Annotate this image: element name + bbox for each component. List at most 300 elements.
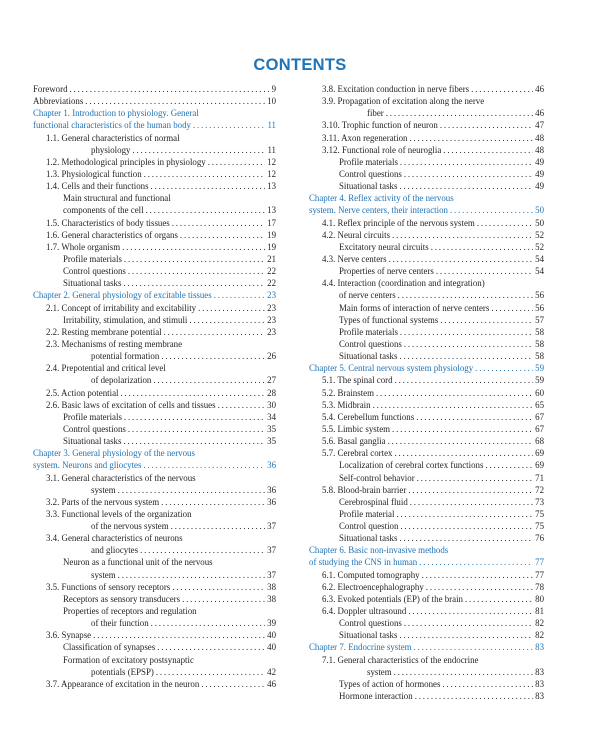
toc-entry[interactable] bbox=[309, 144, 544, 156]
toc-entry-title: Types of action of hormones bbox=[339, 678, 441, 689]
toc-entry[interactable] bbox=[33, 617, 276, 629]
toc-entry[interactable] bbox=[309, 326, 544, 338]
toc-dot-leader bbox=[123, 435, 265, 447]
toc-entry-title: Formation of excitatory postsynaptic bbox=[63, 654, 194, 665]
toc-dot-leader bbox=[146, 204, 266, 216]
toc-entry[interactable] bbox=[309, 83, 544, 95]
toc-page-number: 40 bbox=[267, 630, 276, 641]
toc-page-number: 13 bbox=[267, 205, 276, 216]
toc-page-number: 49 bbox=[535, 156, 544, 167]
toc-dot-leader bbox=[404, 338, 533, 350]
toc-page-number: 12 bbox=[267, 168, 276, 179]
toc-entry-title: Chapter 5. Central nervous system physiology bbox=[309, 363, 474, 374]
toc-chapter-line[interactable] bbox=[33, 459, 276, 471]
toc-entry-title: 6.3. Evoked potentials (EP) of the brain bbox=[322, 593, 463, 604]
toc-dot-leader bbox=[436, 265, 533, 277]
toc-chapter-line[interactable] bbox=[33, 119, 276, 131]
toc-entry-title: Self-control behavior bbox=[339, 472, 415, 483]
toc-page-number: 37 bbox=[267, 521, 276, 532]
toc-entry-title: 6.1. Computed tomography bbox=[322, 569, 420, 580]
toc-dot-leader bbox=[389, 253, 534, 265]
toc-dot-leader bbox=[132, 144, 265, 156]
toc-dot-leader bbox=[120, 387, 265, 399]
toc-entry-title: 3.6. Synapse bbox=[46, 630, 92, 641]
toc-entry-title: 1.2. Methodological principles in physiology bbox=[46, 156, 206, 167]
toc-entry[interactable] bbox=[309, 180, 544, 192]
toc-entry-title: Control questions bbox=[339, 618, 402, 629]
toc-entry-title: 7.1. General characteristics of the endocrine bbox=[322, 654, 479, 665]
toc-dot-leader bbox=[118, 569, 265, 581]
toc-entry-title: 5.7. Cerebral cortex bbox=[322, 448, 393, 459]
toc-entry-title: 3.1. General characteristics of the nervous bbox=[46, 472, 196, 483]
toc-entry[interactable] bbox=[33, 484, 276, 496]
toc-entry-title: Control questions bbox=[339, 338, 402, 349]
toc-dot-leader bbox=[399, 350, 533, 362]
toc-entry-title: Receptors as sensory transducers bbox=[63, 593, 181, 604]
toc-entry[interactable] bbox=[309, 532, 544, 544]
toc-dot-leader bbox=[485, 459, 533, 471]
toc-page-number: 34 bbox=[267, 411, 276, 422]
toc-entry-title: 3.12. Functional role of neuroglia bbox=[322, 144, 442, 155]
toc-left-column bbox=[33, 83, 276, 690]
toc-entry[interactable] bbox=[309, 569, 544, 581]
toc-entry-title: Foreword bbox=[33, 84, 68, 94]
toc-entry[interactable] bbox=[309, 156, 544, 168]
toc-dot-leader bbox=[193, 119, 265, 131]
toc-chapter-line[interactable] bbox=[33, 107, 276, 119]
toc-dot-leader bbox=[143, 459, 265, 471]
toc-dot-leader bbox=[417, 472, 533, 484]
toc-page-number: 59 bbox=[535, 375, 544, 386]
toc-page-number: 50 bbox=[535, 217, 544, 228]
toc-entry[interactable] bbox=[33, 654, 276, 666]
toc-entry-title: 4.1. Reflex principle of the nervous system bbox=[322, 217, 475, 228]
toc-entry-title: 4.3. Nerve centers bbox=[322, 253, 387, 264]
toc-chapter-line[interactable] bbox=[309, 204, 544, 216]
toc-entry[interactable] bbox=[309, 253, 544, 265]
toc-dot-leader bbox=[399, 532, 533, 544]
toc-entry[interactable] bbox=[309, 678, 544, 690]
toc-entry[interactable] bbox=[309, 593, 544, 605]
toc-entry-title: system bbox=[367, 666, 392, 677]
toc-entry-title: Chapter 7. Endocrine system bbox=[309, 642, 412, 653]
toc-entry[interactable] bbox=[309, 472, 544, 484]
toc-entry[interactable] bbox=[33, 362, 276, 374]
toc-page-number: 56 bbox=[535, 290, 544, 301]
toc-page-number: 57 bbox=[535, 314, 544, 325]
toc-dot-leader bbox=[419, 556, 533, 568]
toc-entry-title: Chapter 3. General physiology of the nervous bbox=[33, 448, 195, 459]
page-title: CONTENTS bbox=[253, 56, 347, 74]
toc-entry[interactable] bbox=[33, 350, 276, 362]
toc-entry-title: fiber bbox=[367, 108, 384, 119]
toc-entry[interactable] bbox=[33, 629, 276, 641]
toc-page-number: 78 bbox=[535, 581, 544, 592]
toc-entry-title: 3.7. Appearance of excitation in the neuron bbox=[46, 678, 200, 689]
toc-entry[interactable] bbox=[33, 253, 276, 265]
toc-dot-leader bbox=[161, 350, 265, 362]
toc-entry[interactable] bbox=[33, 302, 276, 314]
toc-entry[interactable] bbox=[33, 314, 276, 326]
toc-entry[interactable] bbox=[33, 217, 276, 229]
toc-entry[interactable] bbox=[309, 690, 544, 702]
toc-entry[interactable] bbox=[309, 605, 544, 617]
toc-dot-leader bbox=[180, 229, 265, 241]
toc-entry-title: Classification of synapses bbox=[63, 642, 156, 653]
toc-page-number: 26 bbox=[267, 351, 276, 362]
toc-entry[interactable] bbox=[33, 156, 276, 168]
toc-page-number: 52 bbox=[535, 241, 544, 252]
toc-entry[interactable] bbox=[33, 666, 276, 678]
toc-page-number: 36 bbox=[267, 484, 276, 495]
toc-dot-leader bbox=[189, 314, 265, 326]
toc-dot-leader bbox=[198, 302, 265, 314]
toc-entry[interactable] bbox=[309, 666, 544, 678]
toc-entry-title: potential formation bbox=[91, 351, 160, 362]
toc-entry-title: 1.1. General characteristics of normal bbox=[46, 132, 180, 143]
toc-chapter-line[interactable] bbox=[33, 447, 276, 459]
toc-entry[interactable] bbox=[309, 132, 544, 144]
toc-chapter-line[interactable] bbox=[309, 192, 544, 204]
toc-dot-leader bbox=[124, 253, 265, 265]
toc-entry-title: of nerve centers bbox=[339, 290, 396, 301]
toc-entry[interactable] bbox=[33, 532, 276, 544]
toc-entry-title: Excitatory neural circuits bbox=[339, 241, 429, 252]
toc-page-number: 56 bbox=[535, 302, 544, 313]
toc-entry-title: Control questions bbox=[339, 168, 402, 179]
toc-entry-title: of depolarization bbox=[91, 375, 152, 386]
toc-dot-leader bbox=[161, 496, 265, 508]
toc-dot-leader bbox=[151, 180, 266, 192]
toc-entry[interactable] bbox=[309, 435, 544, 447]
toc-page-number: 38 bbox=[267, 581, 276, 592]
toc-dot-leader bbox=[123, 277, 265, 289]
toc-entry[interactable] bbox=[33, 374, 276, 386]
toc-entry[interactable] bbox=[33, 435, 276, 447]
toc-page-number: 37 bbox=[267, 545, 276, 556]
toc-dot-leader bbox=[218, 399, 266, 411]
toc-dot-leader bbox=[491, 302, 533, 314]
toc-entry-title: Situational tasks bbox=[339, 533, 398, 544]
toc-dot-leader bbox=[409, 132, 533, 144]
toc-entry-title: Chapter 1. Introduction to physiology. General bbox=[33, 108, 199, 119]
toc-entry[interactable] bbox=[309, 496, 544, 508]
toc-dot-leader bbox=[422, 569, 534, 581]
toc-page-number: 35 bbox=[267, 436, 276, 447]
toc-entry[interactable] bbox=[33, 192, 276, 204]
toc-page-number: 23 bbox=[267, 326, 276, 337]
toc-page-number: 77 bbox=[535, 557, 544, 568]
toc-entry-title: of the nervous system bbox=[91, 521, 169, 532]
toc-entry-title: Hormone interaction bbox=[339, 691, 413, 702]
toc-entry[interactable] bbox=[33, 168, 276, 180]
toc-entry[interactable] bbox=[33, 241, 276, 253]
toc-entry[interactable] bbox=[33, 95, 276, 107]
toc-entry[interactable] bbox=[33, 520, 276, 532]
toc-entry-title: 3.2. Parts of the nervous system bbox=[46, 496, 160, 507]
toc-page-number: 48 bbox=[535, 132, 544, 143]
toc-page-number: 72 bbox=[535, 484, 544, 495]
toc-entry[interactable] bbox=[33, 544, 276, 556]
toc-dot-leader bbox=[399, 629, 533, 641]
toc-entry[interactable] bbox=[33, 132, 276, 144]
toc-entry-title: Situational tasks bbox=[63, 436, 122, 447]
toc-page-number: 42 bbox=[267, 666, 276, 677]
toc-entry-title: Profile materials bbox=[63, 253, 122, 264]
toc-entry[interactable] bbox=[33, 605, 276, 617]
toc-entry[interactable] bbox=[33, 569, 276, 581]
toc-dot-leader bbox=[214, 289, 265, 301]
toc-entry[interactable] bbox=[33, 423, 276, 435]
toc-entry-title: components of the cell bbox=[63, 205, 144, 216]
toc-entry-title: 1.3. Physiological function bbox=[46, 168, 142, 179]
toc-page-number: 68 bbox=[535, 436, 544, 447]
toc-dot-leader bbox=[376, 387, 533, 399]
toc-entry[interactable] bbox=[309, 520, 544, 532]
toc-dot-leader bbox=[408, 484, 533, 496]
toc-entry[interactable] bbox=[33, 508, 276, 520]
toc-page-number: 71 bbox=[535, 472, 544, 483]
toc-dot-leader bbox=[426, 581, 533, 593]
toc-entry[interactable] bbox=[33, 326, 276, 338]
toc-entry-title: Chapter 4. Reflex activity of the nervous bbox=[309, 193, 454, 204]
toc-dot-leader bbox=[122, 241, 265, 253]
toc-dot-leader bbox=[450, 204, 533, 216]
toc-page-number: 83 bbox=[535, 678, 544, 689]
toc-entry-title: 5.8. Blood-brain barrier bbox=[322, 484, 407, 495]
toc-entry[interactable] bbox=[309, 447, 544, 459]
toc-page-number: 80 bbox=[535, 593, 544, 604]
toc-chapter-line[interactable] bbox=[33, 289, 276, 301]
toc-entry[interactable] bbox=[309, 95, 544, 107]
toc-entry-title: of studying the CNS in human bbox=[309, 557, 418, 568]
toc-entry[interactable] bbox=[33, 338, 276, 350]
toc-page-number: 49 bbox=[535, 181, 544, 192]
toc-dot-leader bbox=[442, 678, 533, 690]
toc-page-number: 28 bbox=[267, 387, 276, 398]
toc-entry-title: 1.6. General characteristics of organs bbox=[46, 229, 178, 240]
toc-page-number: 22 bbox=[267, 278, 276, 289]
toc-page-number: 81 bbox=[535, 606, 544, 617]
toc-entry-title: 2.6. Basic laws of excitation of cells and tissues bbox=[46, 399, 216, 410]
toc-entry-title: 2.1. Concept of irritability and excitability bbox=[46, 302, 197, 313]
toc-entry-title: Situational tasks bbox=[63, 278, 122, 289]
toc-dot-leader bbox=[394, 666, 533, 678]
toc-entry-title: of their function bbox=[91, 618, 149, 629]
toc-entry[interactable] bbox=[309, 338, 544, 350]
toc-dot-leader bbox=[172, 217, 265, 229]
toc-entry[interactable] bbox=[309, 374, 544, 386]
toc-entry[interactable] bbox=[33, 399, 276, 411]
toc-entry-title: Profile materials bbox=[63, 411, 122, 422]
toc-entry[interactable] bbox=[33, 678, 276, 690]
toc-entry-title: 1.4. Cells and their functions bbox=[46, 181, 149, 192]
toc-entry-title: Situational tasks bbox=[339, 630, 398, 641]
toc-page-number: 67 bbox=[535, 423, 544, 434]
toc-dot-leader bbox=[164, 326, 266, 338]
toc-page-number: 48 bbox=[535, 144, 544, 155]
toc-page-number: 77 bbox=[535, 569, 544, 580]
toc-page-number: 23 bbox=[267, 302, 276, 313]
toc-dot-leader bbox=[431, 241, 533, 253]
toc-page-number: 37 bbox=[267, 569, 276, 580]
toc-dot-leader bbox=[373, 399, 534, 411]
toc-entry[interactable] bbox=[33, 387, 276, 399]
toc-entry[interactable] bbox=[309, 508, 544, 520]
toc-entry[interactable] bbox=[309, 581, 544, 593]
toc-entry[interactable] bbox=[33, 593, 276, 605]
toc-page-number: 10 bbox=[267, 96, 276, 107]
toc-entry-title: 2.4. Prepotential and critical level bbox=[46, 363, 166, 374]
toc-page-number: 30 bbox=[267, 399, 276, 410]
toc-dot-leader bbox=[182, 593, 265, 605]
toc-entry-title: 3.4. General characteristics of neurons bbox=[46, 533, 183, 544]
toc-entry[interactable] bbox=[33, 83, 276, 95]
toc-entry[interactable] bbox=[33, 277, 276, 289]
toc-dot-leader bbox=[408, 605, 533, 617]
toc-page-number: 83 bbox=[535, 666, 544, 677]
toc-dot-leader bbox=[410, 496, 533, 508]
toc-page-number: 76 bbox=[535, 533, 544, 544]
toc-page-number: 11 bbox=[267, 120, 276, 131]
toc-entry-title: 5.2. Brainstem bbox=[322, 387, 375, 398]
toc-entry[interactable] bbox=[33, 411, 276, 423]
toc-entry-title: Neuron as a functional unit of the nervous bbox=[63, 557, 213, 568]
toc-entry-title: 3.5. Functions of sensory receptors bbox=[46, 581, 171, 592]
toc-entry[interactable] bbox=[309, 277, 544, 289]
toc-entry-title: functional characteristics of the human body bbox=[33, 120, 191, 131]
toc-entry-title: Control question bbox=[339, 521, 399, 532]
toc-entry[interactable] bbox=[309, 387, 544, 399]
toc-entry[interactable] bbox=[309, 217, 544, 229]
toc-entry-title: Properties of receptors and regulation bbox=[63, 606, 197, 617]
toc-entry[interactable] bbox=[33, 556, 276, 568]
toc-page-number: 58 bbox=[535, 351, 544, 362]
toc-page-number: 58 bbox=[535, 326, 544, 337]
toc-entry[interactable] bbox=[309, 617, 544, 629]
toc-page-number: 19 bbox=[267, 241, 276, 252]
toc-entry-title: Profile materials bbox=[339, 156, 398, 167]
toc-page-number: 17 bbox=[267, 217, 276, 228]
toc-entry-title: system bbox=[91, 569, 116, 580]
toc-entry[interactable] bbox=[309, 654, 544, 666]
toc-dot-leader bbox=[392, 229, 533, 241]
toc-entry-title: system. Neurons and gliocytes bbox=[33, 460, 142, 471]
toc-entry[interactable] bbox=[33, 641, 276, 653]
toc-dot-leader bbox=[465, 593, 533, 605]
toc-page-number: 36 bbox=[267, 460, 276, 471]
toc-dot-leader bbox=[398, 289, 533, 301]
toc-chapter-line[interactable] bbox=[309, 556, 544, 568]
toc-dot-leader bbox=[156, 666, 265, 678]
toc-dot-leader bbox=[157, 641, 265, 653]
toc-page-number: 46 bbox=[535, 84, 544, 94]
toc-entry[interactable] bbox=[33, 581, 276, 593]
toc-page-number: 52 bbox=[535, 229, 544, 240]
toc-entry[interactable] bbox=[33, 180, 276, 192]
toc-entry[interactable] bbox=[33, 204, 276, 216]
toc-dot-leader bbox=[440, 119, 533, 131]
toc-page-number: 11 bbox=[267, 144, 276, 155]
toc-entry[interactable] bbox=[309, 629, 544, 641]
toc-page-number: 49 bbox=[535, 168, 544, 179]
toc-dot-leader bbox=[93, 629, 265, 641]
toc-entry[interactable] bbox=[309, 399, 544, 411]
toc-dot-leader bbox=[128, 423, 265, 435]
toc-entry-title: 3.9. Propagation of excitation along the nerve bbox=[322, 96, 485, 107]
toc-dot-leader bbox=[415, 690, 533, 702]
toc-entry[interactable] bbox=[33, 144, 276, 156]
toc-chapter-line[interactable] bbox=[309, 544, 544, 556]
toc-page-number: 69 bbox=[535, 448, 544, 459]
toc-entry-title: 4.4. Interaction (coordination and integration) bbox=[322, 278, 485, 289]
toc-page-number: 59 bbox=[535, 363, 544, 374]
toc-entry[interactable] bbox=[309, 119, 544, 131]
toc-entry-title: Main forms of interaction of nerve centers bbox=[339, 302, 490, 313]
toc-page-number: 50 bbox=[535, 205, 544, 216]
toc-dot-leader bbox=[477, 217, 533, 229]
toc-entry-title: 2.3. Mechanisms of resting membrane bbox=[46, 338, 183, 349]
toc-entry[interactable] bbox=[33, 472, 276, 484]
toc-entry-title: Situational tasks bbox=[339, 351, 398, 362]
toc-entry[interactable] bbox=[309, 411, 544, 423]
toc-entry[interactable] bbox=[309, 289, 544, 301]
toc-entry[interactable] bbox=[33, 229, 276, 241]
toc-page-number: 13 bbox=[267, 181, 276, 192]
toc-entry[interactable] bbox=[33, 265, 276, 277]
toc-chapter-line[interactable] bbox=[309, 362, 544, 374]
toc-entry[interactable] bbox=[309, 459, 544, 471]
toc-chapter-line[interactable] bbox=[309, 641, 544, 653]
toc-dot-leader bbox=[475, 362, 533, 374]
toc-page-number: 73 bbox=[535, 496, 544, 507]
toc-page-number: 75 bbox=[535, 508, 544, 519]
toc-entry-title: system. Nerve centers, their interaction bbox=[309, 205, 448, 216]
toc-page-number: 60 bbox=[535, 387, 544, 398]
toc-entry[interactable] bbox=[309, 302, 544, 314]
toc-entry[interactable] bbox=[309, 350, 544, 362]
toc-page-number: 69 bbox=[535, 460, 544, 471]
toc-page-number: 83 bbox=[535, 691, 544, 702]
toc-page-number: 23 bbox=[267, 314, 276, 325]
toc-entry-title: 6.2. Electroencephalography bbox=[322, 581, 424, 592]
toc-entry-title: 3.3. Functional levels of the organization bbox=[46, 508, 192, 519]
toc-dot-leader bbox=[400, 326, 533, 338]
toc-entry[interactable] bbox=[309, 229, 544, 241]
toc-dot-leader bbox=[386, 107, 533, 119]
toc-entry[interactable] bbox=[309, 314, 544, 326]
toc-entry-title: Profile material bbox=[339, 508, 395, 519]
toc-entry[interactable] bbox=[33, 496, 276, 508]
toc-page-number: 21 bbox=[267, 253, 276, 264]
toc-page-number: 12 bbox=[267, 156, 276, 167]
toc-entry[interactable] bbox=[309, 107, 544, 119]
toc-entry-title: Cerebrospinal fluid bbox=[339, 496, 408, 507]
toc-entry-title: 1.5. Characteristics of body tissues bbox=[46, 217, 170, 228]
toc-entry-title: Chapter 2. General physiology of excitable tissues bbox=[33, 290, 212, 301]
toc-entry-title: 3.10. Trophic function of neuron bbox=[322, 120, 438, 131]
toc-dot-leader bbox=[140, 544, 265, 556]
toc-entry[interactable] bbox=[309, 241, 544, 253]
toc-page-number: 65 bbox=[535, 399, 544, 410]
toc-entry[interactable] bbox=[309, 484, 544, 496]
toc-page-number: 58 bbox=[535, 338, 544, 349]
toc-entry[interactable] bbox=[309, 423, 544, 435]
toc-entry[interactable] bbox=[309, 265, 544, 277]
toc-entry[interactable] bbox=[309, 168, 544, 180]
toc-dot-leader bbox=[118, 484, 265, 496]
toc-entry-title: 5.4. Cerebellum functions bbox=[322, 411, 415, 422]
